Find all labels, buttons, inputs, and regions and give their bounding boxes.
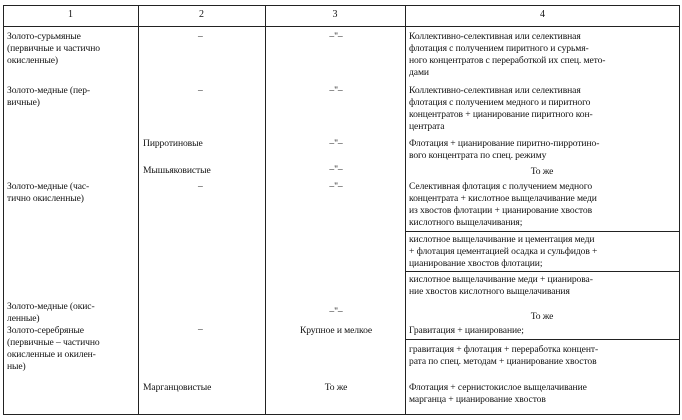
size-cell: –"– [329, 164, 343, 175]
header-col-3: 3 [332, 9, 338, 20]
ore-type-cell: Золото-медные (окис- ленные) [7, 301, 95, 324]
subtype-cell: Пирротиновые [143, 138, 203, 149]
size-cell: –"– [329, 306, 343, 317]
ore-type-cell: Золото-медные (час- тично окисленные) [7, 181, 90, 204]
method-divider [405, 339, 680, 340]
method-cell: Флотация + цианирование пиритно-пирротино- вого концентрата по спец. режиму [409, 138, 600, 161]
size-cell: –"– [329, 31, 343, 42]
method-cell: Флотация + сернистокислое выщелачивание марганца + цианирование хвостов [409, 382, 587, 405]
method-cell: То же [530, 166, 554, 177]
column-divider-1 [138, 5, 139, 415]
subtype-cell: – [198, 181, 203, 192]
method-cell: гравитация + флотация + переработка концент- рата по спец. методам + цианирование хвостов [409, 344, 599, 367]
method-divider [405, 271, 680, 272]
subtype-cell: – [198, 31, 203, 42]
column-divider-3 [405, 5, 406, 415]
subtype-cell: Мышьяковистые [143, 165, 211, 176]
column-divider-2 [265, 5, 266, 415]
size-cell: Крупное и мелкое [299, 325, 373, 336]
header-col-1: 1 [68, 9, 73, 20]
ore-type-cell: Золото-сурьмяные (первичные и частично окисленные) [7, 31, 100, 66]
subtype-cell: – [198, 85, 203, 96]
subtype-cell: – [198, 324, 203, 335]
method-cell: Коллективно-селективная или селективная флотация с получением пиритного и сурьмя- ного концентратов с переработкой их спец. мето- дами [409, 31, 606, 78]
size-cell: –"– [329, 85, 343, 96]
header-col-4: 4 [540, 9, 545, 20]
method-cell: кислотное выщелачивание и цементация меди + флотация цементацией осадка и сульфидов + цианирование хвостов флотации; [409, 234, 598, 269]
header-divider [3, 26, 680, 27]
method-cell: Коллективно-селективная или селективная флотация с получением медного и пиритного концентратов + цианирование пиритного кон- центрата [409, 85, 593, 132]
method-cell: Гравитация + цианирование; [409, 325, 524, 336]
size-cell: –"– [329, 181, 343, 192]
method-divider [405, 231, 680, 232]
method-cell: кислотное выщелачивание меди + цианирова- ние хвостов кислотного выщелачивания [409, 274, 593, 297]
subtype-cell: Марганцовистые [143, 382, 212, 393]
method-cell: Селективная флотация с получением медного концентрата + кислотное выщелачивание меди из хвостов флотации + цианирование хвостов кислотного выщелачивания; [409, 181, 597, 228]
ore-type-cell: Золото-медные (пер- вичные) [7, 85, 90, 108]
header-col-2: 2 [199, 9, 204, 20]
size-cell: То же [324, 382, 348, 393]
size-cell: –"– [329, 138, 343, 149]
method-cell: То же [530, 311, 554, 322]
ore-type-cell: Золото-серебряные (первичные – частично окисленные и окилен- ные) [7, 325, 100, 372]
